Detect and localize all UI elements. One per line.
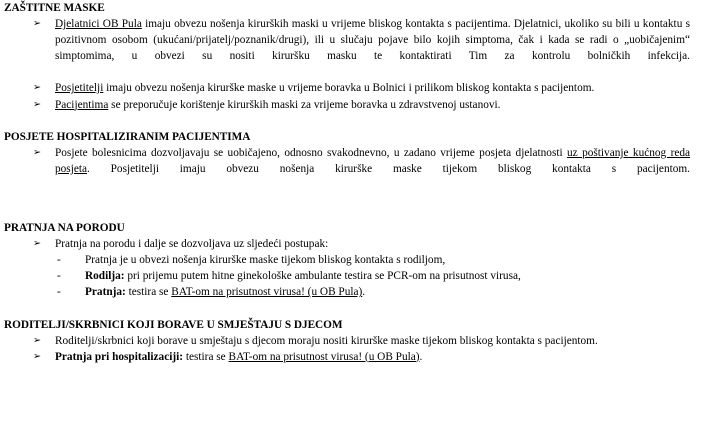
arrow-bullet-icon: ➢ bbox=[33, 238, 42, 250]
list-item bbox=[0, 333, 706, 349]
section-pratnja-na-porodu bbox=[0, 220, 706, 300]
inline-label: Rodilja: bbox=[85, 270, 125, 283]
section-heading: POSJETE HOSPITALIZIRANIM PACIJENTIMA bbox=[4, 130, 251, 143]
emphasis-underline: Djelatnici OB Pula bbox=[55, 18, 142, 31]
section-heading: PRATNJA NA PORODU bbox=[4, 222, 125, 235]
emphasis-underline: Posjetitelji bbox=[55, 82, 104, 95]
dash-bullet-icon: - bbox=[57, 254, 61, 267]
arrow-bullet-icon: ➢ bbox=[33, 146, 42, 158]
body-text: Roditelji/skrbnici koji borave u smještaju s djecom moraju nositi kirurške maske tijekom bliskog kontakta s pacijentom. bbox=[55, 334, 598, 347]
body-text: se preporučuje korištenje kirurških maski za vrijeme boravka u zdravstvenoj ustanovi. bbox=[108, 98, 501, 111]
body-text: Pratnja na porodu i dalje se dozvoljava uz sljedeći postupak: bbox=[55, 238, 329, 251]
list-item bbox=[0, 80, 706, 96]
inline-label: Pratnja pri hospitalizaciji: bbox=[55, 350, 184, 363]
body-text: testira se bbox=[125, 286, 172, 299]
section-zastitne-maske bbox=[0, 0, 706, 113]
section-heading: ZAŠTITNE MASKE bbox=[4, 2, 105, 14]
list-item bbox=[0, 349, 706, 365]
emphasis-underline: BAT-om na prisutnost virusa! (u OB Pula) bbox=[228, 350, 420, 363]
sub-list-item-text bbox=[85, 254, 445, 266]
body-text: imaju obvezu nošenja kirurških maski u vrijeme bliskog kontakta s pacijentima. Djelatnici, ukoliko su bili u kontaktu s pozitivnom osobom (ukućani/prijatelj/poznanik/drugi), ili u slučaju pojave bilo kojih simptoma, čak i kada se radi o „uobičajenim“ simptomima, u obvezi su nositi kiruršku masku te kontaktirati Tim za kontrolu bolničkih infekcija. bbox=[55, 18, 690, 63]
sub-list-item bbox=[0, 268, 706, 284]
body-text: . bbox=[362, 286, 366, 299]
arrow-bullet-icon: ➢ bbox=[33, 82, 42, 94]
body-text: imaju obvezu nošenja kirurške maske u vrijeme boravka u Bolnici i prilikom bliskog kontakta s pacijentom. bbox=[103, 82, 595, 95]
sub-list-item-text bbox=[85, 286, 365, 298]
spacer bbox=[0, 193, 706, 220]
body-text: Pratnja je u obvezi nošenja kirurške maske tijekom bliskog kontakta s rodiljom, bbox=[85, 254, 446, 267]
inline-label: Pratnja: bbox=[85, 286, 126, 299]
list-item-text bbox=[55, 16, 690, 80]
dash-bullet-icon: - bbox=[57, 286, 61, 299]
list-item-text bbox=[55, 333, 690, 349]
body-text: . bbox=[419, 350, 423, 363]
sub-list-item bbox=[0, 252, 706, 268]
list-item-text bbox=[55, 97, 690, 113]
body-text: Posjete bolesnicima dozvoljavaju se uobičajeno, odnosno svakodnevno, u zadano vrijeme posjeta djelatnosti bbox=[55, 146, 568, 159]
sub-list-item bbox=[0, 284, 706, 300]
list-item bbox=[0, 16, 706, 80]
sub-list-item-text bbox=[85, 270, 521, 282]
list-item-text bbox=[55, 236, 690, 252]
arrow-bullet-icon: ➢ bbox=[33, 18, 42, 30]
body-text: . Posjetitelji imaju obvezu nošenja kirurške maske tijekom bliskog kontakta s pacijentom. bbox=[87, 162, 690, 175]
section-heading: RODITELJI/SKRBNICI KOJI BORAVE U SMJEŠTAJU S DJECOM bbox=[4, 318, 343, 331]
arrow-bullet-icon: ➢ bbox=[33, 334, 42, 346]
spacer bbox=[0, 113, 706, 129]
spacer bbox=[0, 301, 706, 317]
arrow-bullet-icon: ➢ bbox=[33, 350, 42, 362]
emphasis-underline: BAT-om na prisutnost virusa! (u OB Pula) bbox=[171, 286, 363, 299]
section-posjete-hospitaliziranim-pacijentima bbox=[0, 129, 706, 193]
list-item-text bbox=[55, 80, 690, 96]
list-item bbox=[0, 236, 706, 252]
section-roditelji-skrbnici bbox=[0, 317, 706, 365]
body-text: testira se bbox=[183, 350, 229, 363]
list-item bbox=[0, 145, 706, 193]
body-text: pri prijemu putem hitne ginekološke ambulante testira se PCR-om na prisutnost virusa, bbox=[124, 270, 521, 283]
emphasis-underline: uz poštivanje kućnog reda posjeta bbox=[55, 146, 691, 175]
list-item bbox=[0, 97, 706, 113]
arrow-bullet-icon: ➢ bbox=[33, 98, 42, 110]
emphasis-underline: Pacijentima bbox=[55, 98, 109, 111]
list-item-text bbox=[55, 145, 690, 193]
dash-bullet-icon: - bbox=[57, 270, 61, 283]
list-item-text bbox=[55, 349, 690, 365]
